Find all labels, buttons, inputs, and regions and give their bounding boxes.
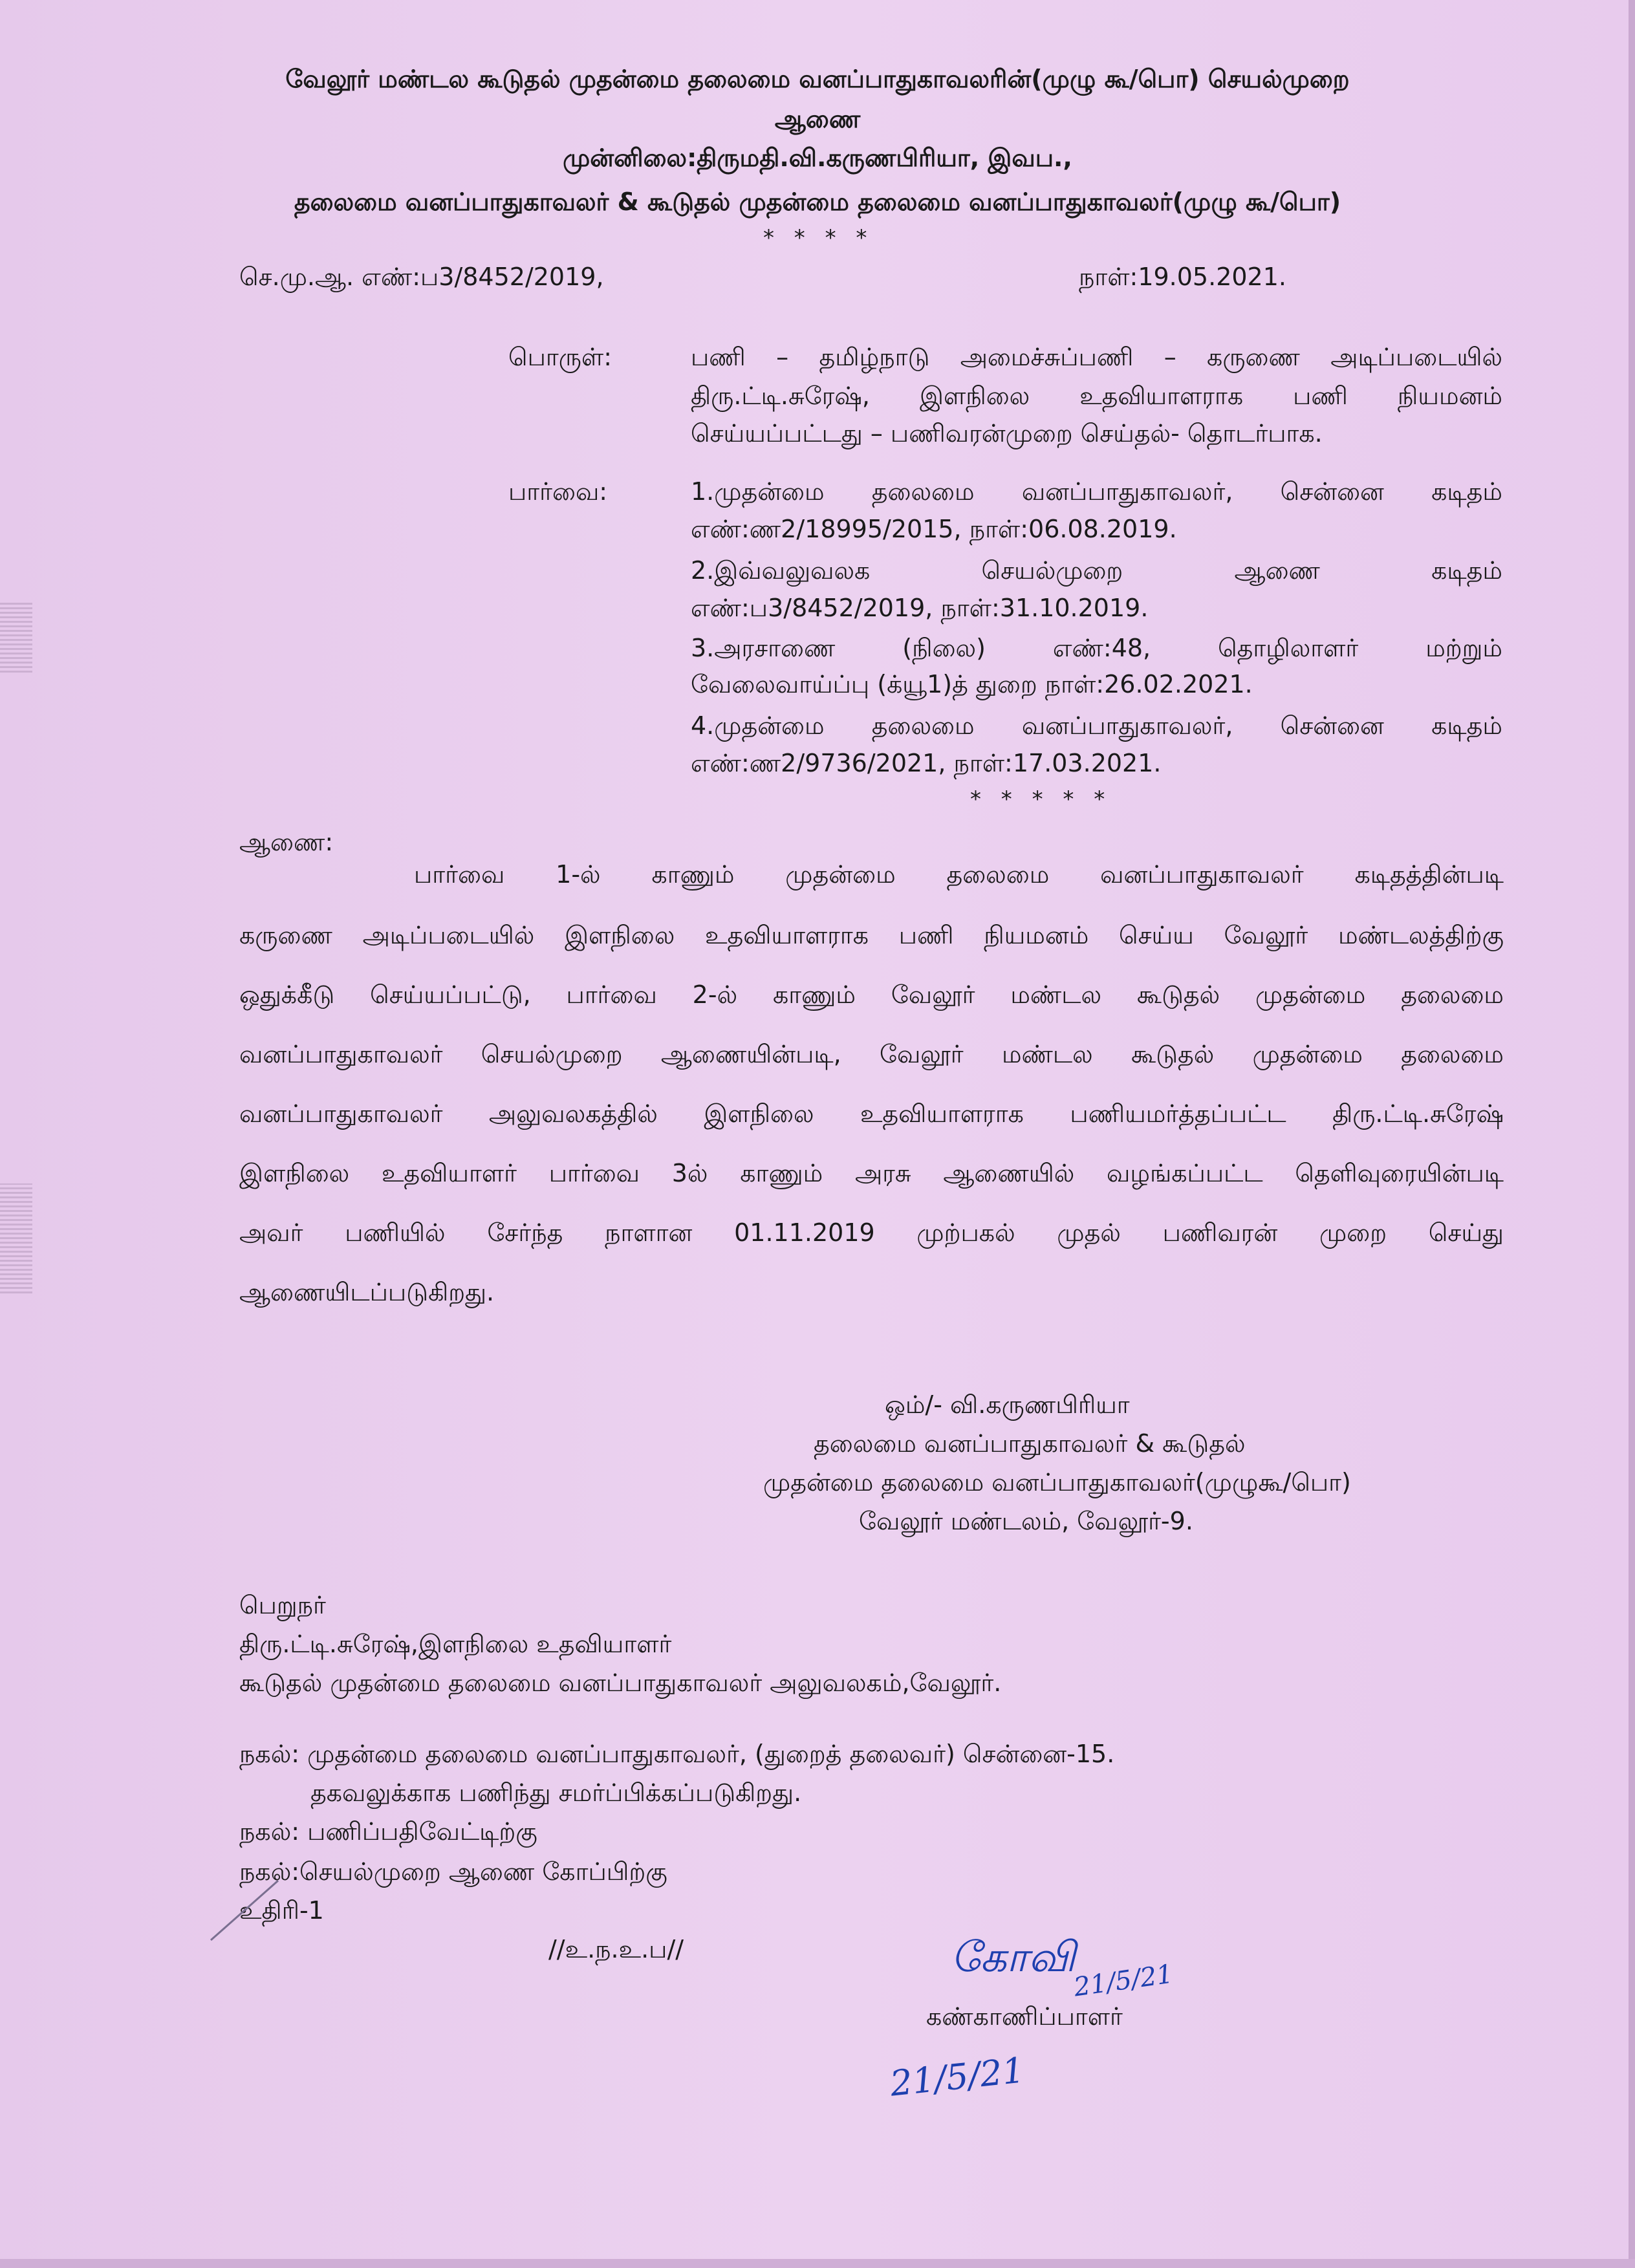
officer-designation: தலைமை வனப்பாதுகாவலர் & கூடுதல் முதன்மை தலைமை வனப்பாதுகாவலர்(முழு கூ/பொ) — [294, 188, 1341, 216]
subject-line: செய்யப்பட்டது – பணிவரன்முறை செய்தல்- தொடர்பாக. — [691, 419, 1323, 448]
recipient-office: கூடுதல் முதன்மை தலைமை வனப்பாதுகாவலர் அலுவலகம்,வேலூர். — [239, 1669, 1002, 1697]
reference-line: 1.முதன்மை தலைமை வனப்பாதுகாவலர், சென்னை கடிதம் — [691, 477, 1502, 506]
signatory-name: ஒம்/- வி.கருணபிரியா — [885, 1390, 1130, 1419]
recipient-name: திரு.ட்டி.சுரேஷ்,இளநிலை உதவியாளர் — [239, 1630, 672, 1658]
header-stars: * * * * — [763, 225, 874, 251]
spare-copy-line: உதிரி-1 — [239, 1896, 324, 1925]
order-paragraph-line: அவர் பணியில் சேர்ந்த நாளான 01.11.2019 முற்பகல் முதல் பணிவரன் முறை செய்து — [239, 1218, 1504, 1247]
copy-to-line: தகவலுக்காக பணிந்து சமர்ப்பிக்கப்படுகிறது. — [310, 1778, 802, 1807]
references-label: பார்வை: — [508, 477, 608, 506]
order-title: வேலூர் மண்டல கூடுதல் முதன்மை தலைமை வனப்பாதுகாவலரின்(முழு கூ/பொ) செயல்முறை — [285, 65, 1350, 93]
order-paragraph-line: இளநிலை உதவியாளர் பார்வை 3ல் காணும் அரசு ஆணையில் வழங்கப்பட்ட தெளிவுரையின்படி — [239, 1159, 1504, 1187]
reference-line: எண்:ண2/18995/2015, நாள்:06.08.2019. — [691, 515, 1177, 543]
supervisor-signature: கோவி — [951, 1934, 1076, 1982]
page-edge — [1629, 0, 1635, 2268]
order-paragraph-line: பார்வை 1-ல் காணும் முதன்மை தலைமை வனப்பாதுகாவலர் கடிதத்தின்படி — [414, 860, 1504, 889]
reference-line: எண்:ண2/9736/2021, நாள்:17.03.2021. — [691, 749, 1162, 777]
supervisor-designation: கண்காணிப்பாளர் — [926, 2002, 1123, 2031]
subject-line: பணி – தமிழ்நாடு அமைச்சுப்பணி – கருணை அடிப்படையில் — [691, 343, 1502, 371]
reference-line: 3.அரசாணை (நிலை) எண்:48, தொழிலாளர் மற்றும் — [691, 634, 1502, 662]
punch-hole-mark — [0, 601, 32, 673]
order-number: செ.மு.ஆ. எண்:ப3/8452/2019, — [239, 263, 604, 291]
subject-line: திரு.ட்டி.சுரேஷ், இளநிலை உதவியாளராக பணி நியமனம் — [691, 382, 1502, 410]
true-copy-mark: //உ.ந.உ.ப// — [548, 1935, 684, 1963]
presiding-officer: முன்னிலை:திருமதி.வி.கருணபிரியா, இவப., — [563, 144, 1072, 172]
order-paragraph-line: வனப்பாதுகாவலர் அலுவலகத்தில் இளநிலை உதவியாளராக பணியமர்த்தப்பட்ட திரு.ட்டி.சுரேஷ் — [239, 1099, 1504, 1128]
punch-hole-mark — [0, 1183, 32, 1293]
order-paragraph-line: கருணை அடிப்படையில் இளநிலை உதவியாளராக பணி நியமனம் செய்ய வேலூர் மண்டலத்திற்கு — [239, 921, 1504, 949]
pen-tick-mark — [207, 1875, 285, 1947]
reference-line: 4.முதன்மை தலைமை வனப்பாதுகாவலர், சென்னை கடிதம் — [691, 711, 1502, 740]
copy-to-line: நகல்: முதன்மை தலைமை வனப்பாதுகாவலர், (துறைத் தலைவர்) சென்னை-15. — [239, 1740, 1115, 1768]
copy-to-line: நகல்: பணிப்பதிவேட்டிற்கு — [239, 1817, 537, 1846]
references-stars: * * * * * — [970, 786, 1112, 812]
initials-signature: 21/5/21 — [888, 2049, 1026, 2104]
order-paragraph-line: வனப்பாதுகாவலர் செயல்முறை ஆணையின்படி, வேலூர் மண்டல கூடுதல் முதன்மை தலைமை — [239, 1040, 1504, 1068]
signatory-office: வேலூர் மண்டலம், வேலூர்-9. — [859, 1507, 1193, 1535]
signatory-designation: தலைமை வனப்பாதுகாவலர் & கூடுதல் — [814, 1429, 1246, 1458]
subject-label: பொருள்: — [508, 343, 612, 371]
order-label: ஆணை: — [239, 828, 334, 856]
order-title-suffix: ஆணை — [774, 105, 861, 133]
signatory-designation: முதன்மை தலைமை வனப்பாதுகாவலர்(முழுகூ/பொ) — [763, 1468, 1351, 1496]
order-paragraph-line: ஆணையிடப்படுகிறது. — [239, 1278, 495, 1306]
order-paragraph-line: ஒதுக்கீடு செய்யப்பட்டு, பார்வை 2-ல் காணும் வேலூர் மண்டல கூடுதல் முதன்மை தலைமை — [239, 980, 1504, 1009]
reference-line: எண்:ப3/8452/2019, நாள்:31.10.2019. — [691, 594, 1149, 622]
reference-line: வேலைவாய்ப்பு (க்யூ1)த் துறை நாள்:26.02.2021. — [691, 670, 1253, 698]
copy-to-line: நகல்:செயல்முறை ஆணை கோப்பிற்கு — [239, 1857, 667, 1886]
reference-line: 2.இவ்வலுவலக செயல்முறை ஆணை கடிதம் — [691, 556, 1502, 585]
supervisor-signature-date: 21/5/21 — [1072, 1959, 1175, 2003]
recipient-label: பெறுநர் — [239, 1591, 326, 1619]
order-date: நாள்:19.05.2021. — [1079, 263, 1286, 291]
page-edge-bottom — [0, 2259, 1635, 2268]
